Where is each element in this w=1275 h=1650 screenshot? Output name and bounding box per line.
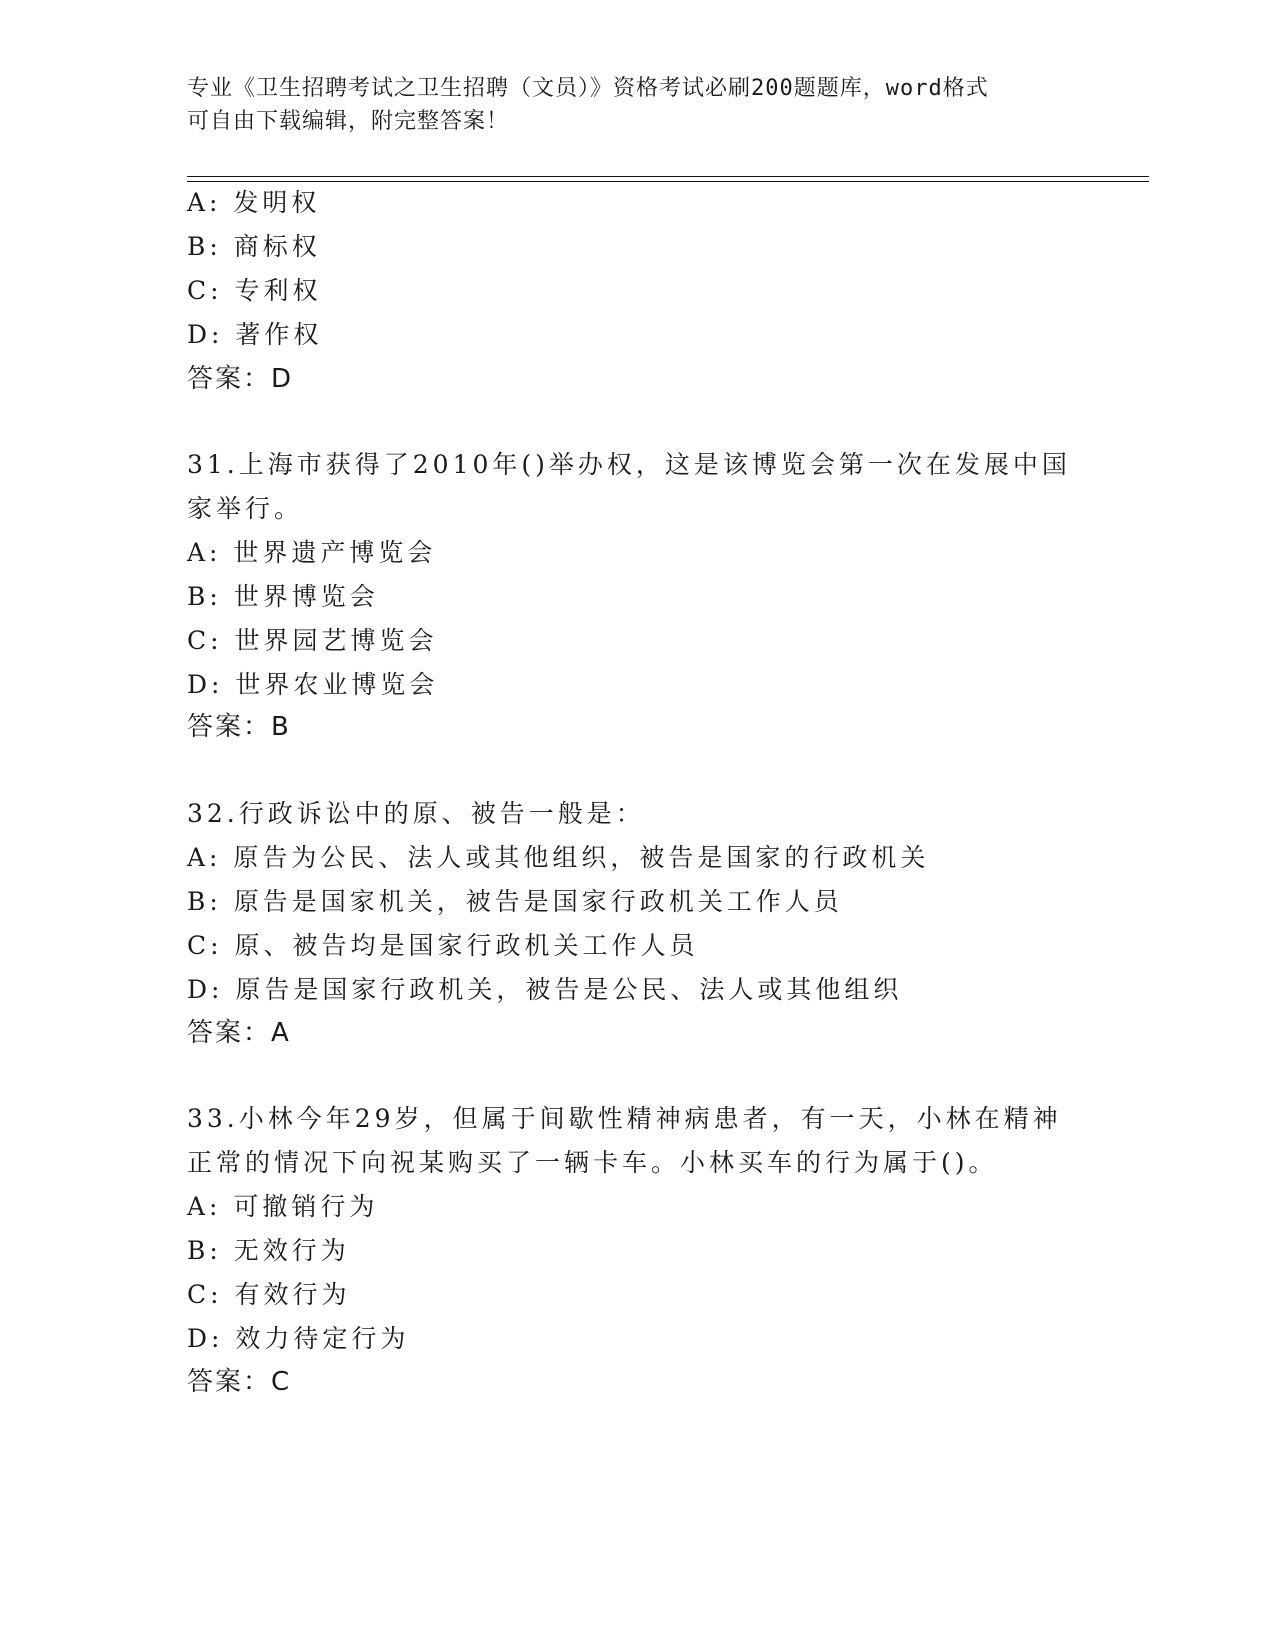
q32-option-a: A: 原告为公民、法人或其他组织，被告是国家的行政机关	[187, 843, 930, 872]
q30-option-c: C: 专利权	[187, 276, 322, 305]
q30-option-a: A: 发明权	[187, 188, 321, 217]
q31-option-c: C: 世界园艺博览会	[187, 626, 438, 655]
q33-stem-line-1: 33.小林今年29岁，但属于间歇性精神病患者，有一天，小林在精神	[187, 1104, 1062, 1133]
q33-answer: 答案：C	[187, 1367, 292, 1397]
q33-option-c: C: 有效行为	[187, 1280, 351, 1309]
q33-option-a: A: 可撤销行为	[187, 1192, 379, 1221]
q31-option-a: A: 世界遗产博览会	[187, 538, 437, 567]
q32-stem-line-1: 32.行政诉讼中的原、被告一般是：	[187, 799, 645, 828]
q30-answer: 答案：D	[187, 364, 294, 394]
q32-answer: 答案：A	[187, 1018, 291, 1048]
header-line-2: 可自由下载编辑，附完整答案！	[187, 109, 510, 134]
header-divider-bottom	[187, 181, 1149, 182]
q31-option-b: B: 世界博览会	[187, 582, 379, 611]
q32-option-b: B: 原告是国家机关，被告是国家行政机关工作人员	[187, 887, 843, 916]
q32-option-d: D: 原告是国家行政机关，被告是公民、法人或其他组织	[187, 975, 903, 1004]
q31-stem-line-1: 31.上海市获得了2010年()举办权，这是该博览会第一次在发展中国	[187, 450, 1071, 479]
q30-option-d: D: 著作权	[187, 320, 323, 349]
q33-option-d: D: 效力待定行为	[187, 1324, 410, 1353]
q33-stem-line-2: 正常的情况下向祝某购买了一辆卡车。小林买车的行为属于()。	[187, 1148, 998, 1177]
q30-option-b: B: 商标权	[187, 232, 321, 261]
q31-answer: 答案：B	[187, 712, 291, 742]
header-divider-top	[187, 176, 1149, 177]
q31-option-d: D: 世界农业博览会	[187, 670, 439, 699]
q33-option-b: B: 无效行为	[187, 1236, 350, 1265]
document-header	[187, 72, 1067, 138]
q31-stem-line-2: 家举行。	[187, 494, 304, 523]
q32-option-c: C: 原、被告均是国家行政机关工作人员	[187, 931, 699, 960]
header-line-1: 专业《卫生招聘考试之卫生招聘（文员）》资格考试必刷200题题库，word格式	[187, 76, 989, 101]
